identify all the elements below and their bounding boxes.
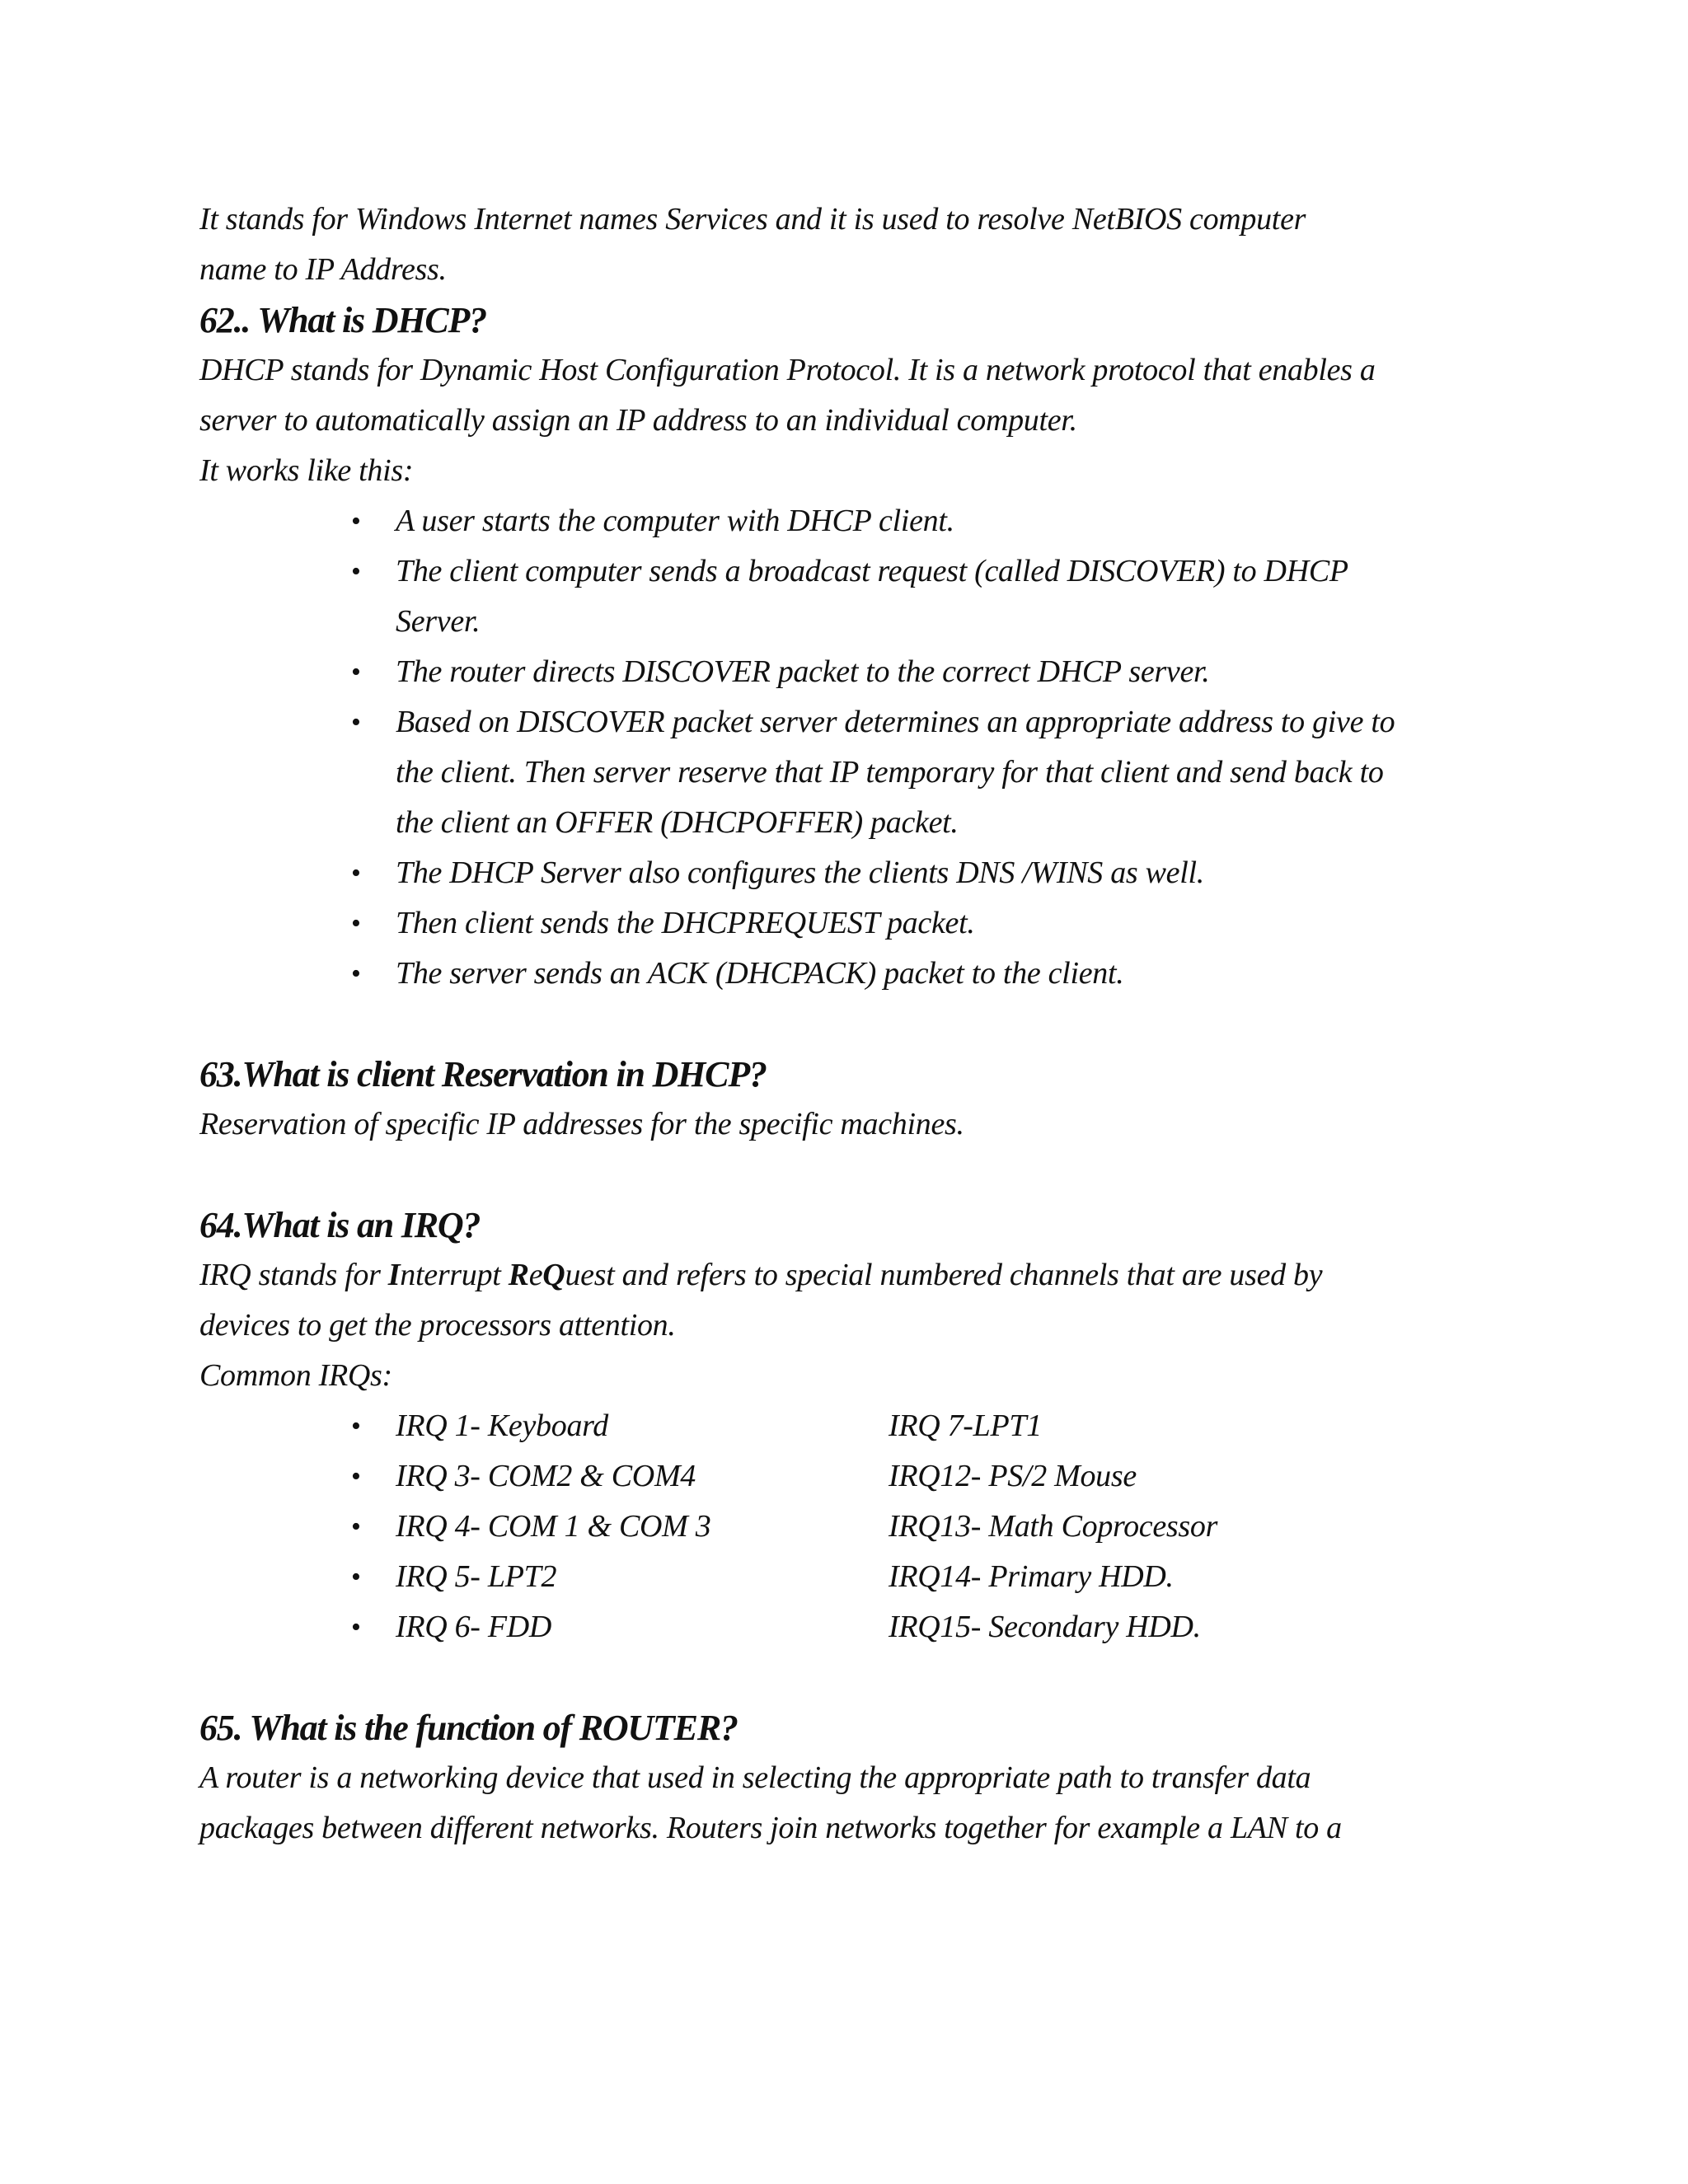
wins-answer-line-2: name to IP Address. xyxy=(199,252,447,287)
list-item: • IRQ 1- Keyboard IRQ 7-LPT1 xyxy=(199,1401,1485,1451)
bullet-icon: • xyxy=(351,908,361,939)
list-item: • The router directs DISCOVER packet to the correct DHCP server. xyxy=(199,647,1485,697)
question-63-heading: 63.What is client Reservation in DHCP? xyxy=(199,1054,767,1094)
list-item: • The server sends an ACK (DHCPACK) packet to the client. xyxy=(199,949,1485,999)
dhcp-answer-line-2: server to automatically assign an IP address to an individual computer. xyxy=(199,403,1077,438)
irq-answer-line-2: devices to get the processors attention. xyxy=(199,1308,676,1343)
irq-list xyxy=(199,1401,1485,1652)
list-item: • The client computer sends a broadcast request (called DISCOVER) to DHCP xyxy=(199,546,1485,597)
dhcp-steps-list xyxy=(199,496,1485,999)
question-64-heading: 64.What is an IRQ? xyxy=(199,1205,481,1245)
bullet-icon: • xyxy=(351,657,361,687)
bullet-icon: • xyxy=(351,506,361,537)
list-item: • IRQ 4- COM 1 & COM 3 IRQ13- Math Coprocessor xyxy=(199,1502,1485,1552)
bullet-icon: • xyxy=(351,958,361,989)
reservation-answer: Reservation of specific IP addresses for the specific machines. xyxy=(199,1107,964,1141)
list-item-continuation: Server. xyxy=(396,604,481,639)
list-item: • Then client sends the DHCPREQUEST packet. xyxy=(199,898,1485,949)
question-62-heading: 62.. What is DHCP? xyxy=(199,300,486,340)
common-irqs-label: Common IRQs: xyxy=(199,1358,392,1393)
dhcp-intro: It works like this: xyxy=(199,453,414,488)
bullet-icon: • xyxy=(351,707,361,738)
document-page xyxy=(199,194,1485,1854)
bullet-icon: • xyxy=(351,1511,361,1542)
wins-answer-line-1: It stands for Windows Internet names Services and it is used to resolve NetBIOS computer xyxy=(199,202,1306,237)
list-item-continuation: the client. Then server reserve that IP temporary for that client and send back to xyxy=(396,755,1384,790)
bullet-icon: • xyxy=(351,1461,361,1492)
question-65-heading: 65. What is the function of ROUTER? xyxy=(199,1708,738,1748)
dhcp-answer-line-1: DHCP stands for Dynamic Host Configuration Protocol. It is a network protocol that enables a xyxy=(199,353,1376,387)
list-item-continuation: the client an OFFER (DHCPOFFER) packet. xyxy=(396,805,959,840)
spacer xyxy=(199,1652,1485,1703)
bullet-icon: • xyxy=(351,556,361,587)
list-item: • IRQ 6- FDD IRQ15- Secondary HDD. xyxy=(199,1602,1485,1652)
bullet-icon: • xyxy=(351,858,361,888)
bullet-icon: • xyxy=(351,1612,361,1643)
spacer xyxy=(199,1150,1485,1200)
list-item: • Based on DISCOVER packet server determines an appropriate address to give to xyxy=(199,697,1485,748)
router-answer-line-1: A router is a networking device that used in selecting the appropriate path to transfer data xyxy=(199,1760,1311,1795)
bullet-icon: • xyxy=(351,1411,361,1441)
irq-answer-line-1: IRQ stands for Interrupt ReQuest and refers to special numbered channels that are used by xyxy=(199,1258,1323,1292)
list-item: • The DHCP Server also configures the clients DNS /WINS as well. xyxy=(199,848,1485,898)
list-item: • IRQ 5- LPT2 IRQ14- Primary HDD. xyxy=(199,1552,1485,1602)
router-answer-line-2: packages between different networks. Routers join networks together for example a LAN to a xyxy=(199,1811,1342,1845)
spacer xyxy=(199,999,1485,1049)
list-item: • IRQ 3- COM2 & COM4 IRQ12- PS/2 Mouse xyxy=(199,1451,1485,1502)
list-item: • A user starts the computer with DHCP client. xyxy=(199,496,1485,546)
bullet-icon: • xyxy=(351,1562,361,1592)
